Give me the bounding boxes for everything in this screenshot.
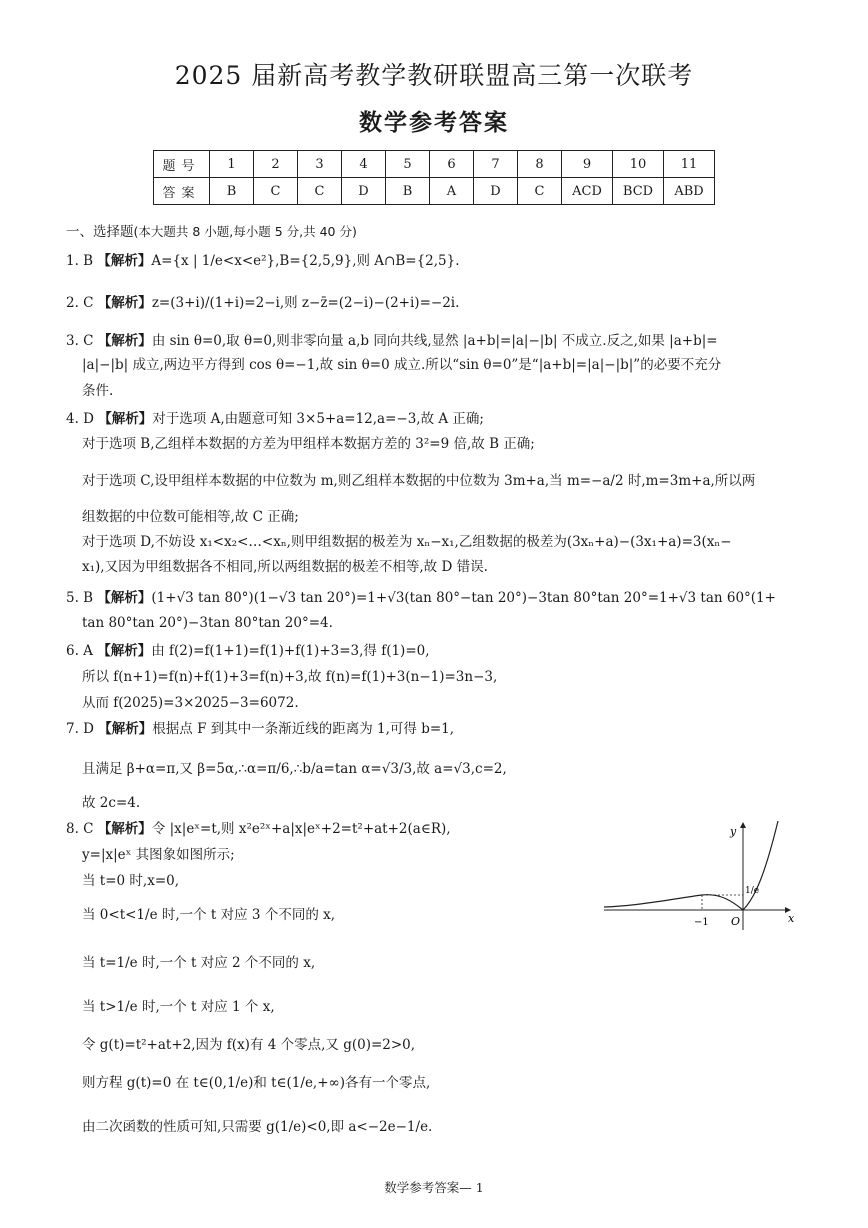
solution-line: 组数据的中位数可能相等,故 C 正确; <box>82 509 299 525</box>
y-tick-label: 1/e <box>745 886 760 896</box>
answer-cell: D <box>342 178 386 205</box>
y-axis-label: y <box>730 825 737 838</box>
solution-text: (1+√3 tan 80°)(1−√3 tan 20°)=1+√3(tan 80°−tan 20°)−3tan 80°tan 20°=1+√3 tan 60°(1+ <box>151 590 776 606</box>
question-cell: 7 <box>474 151 518 178</box>
question-cell: 3 <box>298 151 342 178</box>
solution-number: 8. C <box>66 821 94 837</box>
solution-text: z=(3+i)/(1+i)=2−i,则 z−z̄=(2−i)−(2+i)=−2i. <box>151 295 460 311</box>
solution-line: |a|−|b| 成立,两边平方得到 cos θ=−1,故 sin θ=0 成立.所以“sin θ=0”是“|a+b|=|a|−|b|”的必要不充分 <box>82 357 722 373</box>
solution-text: 对于选项 A,由题意可知 3×5+a=12,a=−3,故 A 正确; <box>152 411 484 427</box>
solution-line: 当 t>1/e 时,一个 t 对应 1 个 x, <box>82 999 275 1015</box>
solution-line: 令 g(t)=t²+at+2,因为 f(x)有 4 个零点,又 g(0)=2>0, <box>82 1037 416 1053</box>
analysis-tag: 【解析】 <box>97 590 152 606</box>
question-cell: 10 <box>613 151 664 178</box>
curve <box>604 821 778 910</box>
page-title: 2025 届新高考教学教研联盟高三第一次联考 <box>174 61 694 90</box>
solution-7 <box>66 720 454 738</box>
solution-4 <box>66 410 484 428</box>
solution-text: 根据点 F 到其中一条渐近线的距离为 1,可得 b=1, <box>152 721 455 737</box>
solution-line: 且满足 β+α=π,又 β=5α,∴α=π/6,∴b/a=tan α=√3/3,故 a=√3,c=2, <box>82 761 507 777</box>
analysis-tag: 【解析】 <box>97 253 152 269</box>
solution-1 <box>66 252 460 270</box>
answer-table-answer-row <box>154 178 715 205</box>
question-cell: 8 <box>518 151 562 178</box>
answer-cell: C <box>298 178 342 205</box>
solution-number: 2. C <box>66 295 94 311</box>
section-title: 一、选择题 <box>66 224 134 240</box>
solution-number: 3. C <box>66 333 94 349</box>
solution-6 <box>66 642 430 660</box>
solution-line: 从而 f(2025)=3×2025−3=6072. <box>82 695 299 711</box>
table-header-answer: 答案 <box>154 178 210 205</box>
solution-line: 当 0<t<1/e 时,一个 t 对应 3 个不同的 x, <box>82 907 336 923</box>
question-cell: 1 <box>210 151 254 178</box>
solution-line: 故 2c=4. <box>82 795 141 811</box>
answer-cell: ABD <box>664 178 715 205</box>
answer-table <box>153 150 715 205</box>
solution-line: tan 80°tan 20°)−3tan 80°tan 20°=4. <box>82 615 333 631</box>
answer-cell: B <box>210 178 254 205</box>
question-cell: 4 <box>342 151 386 178</box>
solution-text: A={x | 1/e<x<e²},B={2,5,9},则 A∩B={2,5}. <box>151 253 460 269</box>
analysis-tag: 【解析】 <box>98 721 153 737</box>
analysis-tag: 【解析】 <box>97 821 152 837</box>
solution-line: 当 t=0 时,x=0, <box>82 873 180 889</box>
solution-number: 5. B <box>66 590 94 606</box>
analysis-tag: 【解析】 <box>97 333 152 349</box>
section-heading <box>66 220 357 240</box>
solution-number: 7. D <box>66 721 94 737</box>
question-cell: 9 <box>562 151 613 178</box>
question-cell: 11 <box>664 151 715 178</box>
solution-line: x₁),又因为甲组数据各不相同,所以两组数据的极差不相等,故 D 错误. <box>82 559 488 575</box>
solution-3 <box>66 332 718 350</box>
answer-cell: BCD <box>613 178 664 205</box>
answer-cell: C <box>518 178 562 205</box>
page-footer: 数学参考答案— 1 <box>384 1180 484 1195</box>
analysis-tag: 【解析】 <box>97 295 152 311</box>
solution-line: 由二次函数的性质可知,只需要 g(1/e)<0,即 a<−2e−1/e. <box>82 1119 433 1135</box>
answer-cell: B <box>386 178 430 205</box>
solution-line: 对于选项 C,设甲组样本数据的中位数为 m,则乙组样本数据的中位数为 3m+a,当 m=−a/2 时,m=3m+a,所以两 <box>82 473 756 489</box>
answer-table-header-row <box>154 151 715 178</box>
solution-number: 1. B <box>66 253 94 269</box>
solution-number: 6. A <box>66 643 93 659</box>
solution-text: 由 f(2)=f(1+1)=f(1)+f(1)+3=3,得 f(1)=0, <box>151 643 430 659</box>
solution-line: 当 t=1/e 时,一个 t 对应 2 个不同的 x, <box>82 955 316 971</box>
solution-line: y=|x|eˣ 其图象如图所示; <box>82 847 235 863</box>
answer-cell: C <box>254 178 298 205</box>
question-cell: 2 <box>254 151 298 178</box>
origin-label: O <box>731 915 741 928</box>
x-tick-label: −1 <box>694 917 709 928</box>
solution-text: 令 |x|eˣ=t,则 x²e²ˣ+a|x|eˣ+2=t²+at+2(a∈R), <box>151 821 451 837</box>
answer-cell: A <box>430 178 474 205</box>
answer-cell: ACD <box>562 178 613 205</box>
solution-line: 则方程 g(t)=0 在 t∈(0,1/e)和 t∈(1/e,+∞)各有一个零点, <box>82 1075 431 1091</box>
analysis-tag: 【解析】 <box>98 411 153 427</box>
function-graph <box>598 815 798 935</box>
analysis-tag: 【解析】 <box>97 643 152 659</box>
solution-line: 对于选项 B,乙组样本数据的方差为甲组样本数据方差的 3²=9 倍,故 B 正确; <box>82 436 535 452</box>
solution-text: 由 sin θ=0,取 θ=0,则非零向量 a,b 同向共线,显然 |a+b|=|a|−|b| 不成立.反之,如果 |a+b|= <box>151 333 718 349</box>
page-subtitle: 数学参考答案 <box>359 110 509 136</box>
section-note: (本大题共 8 小题,每小题 5 分,共 40 分) <box>133 224 357 239</box>
solution-2 <box>66 294 459 312</box>
solution-line: 对于选项 D,不妨设 x₁<x₂<…<xₙ,则甲组数据的极差为 xₙ−x₁,乙组数据的极差为(3xₙ+a)−(3x₁+a)=3(xₙ− <box>82 534 732 550</box>
solution-line: 条件. <box>82 383 114 399</box>
solution-number: 4. D <box>66 411 94 427</box>
question-cell: 5 <box>386 151 430 178</box>
answer-cell: D <box>474 178 518 205</box>
solution-5 <box>66 589 776 607</box>
table-header-question: 题号 <box>154 151 210 178</box>
solution-8 <box>66 820 451 838</box>
question-cell: 6 <box>430 151 474 178</box>
solution-line: 所以 f(n+1)=f(n)+f(1)+3=f(n)+3,故 f(n)=f(1)+3(n−1)=3n−3, <box>82 669 498 685</box>
x-axis-label: x <box>788 912 795 925</box>
